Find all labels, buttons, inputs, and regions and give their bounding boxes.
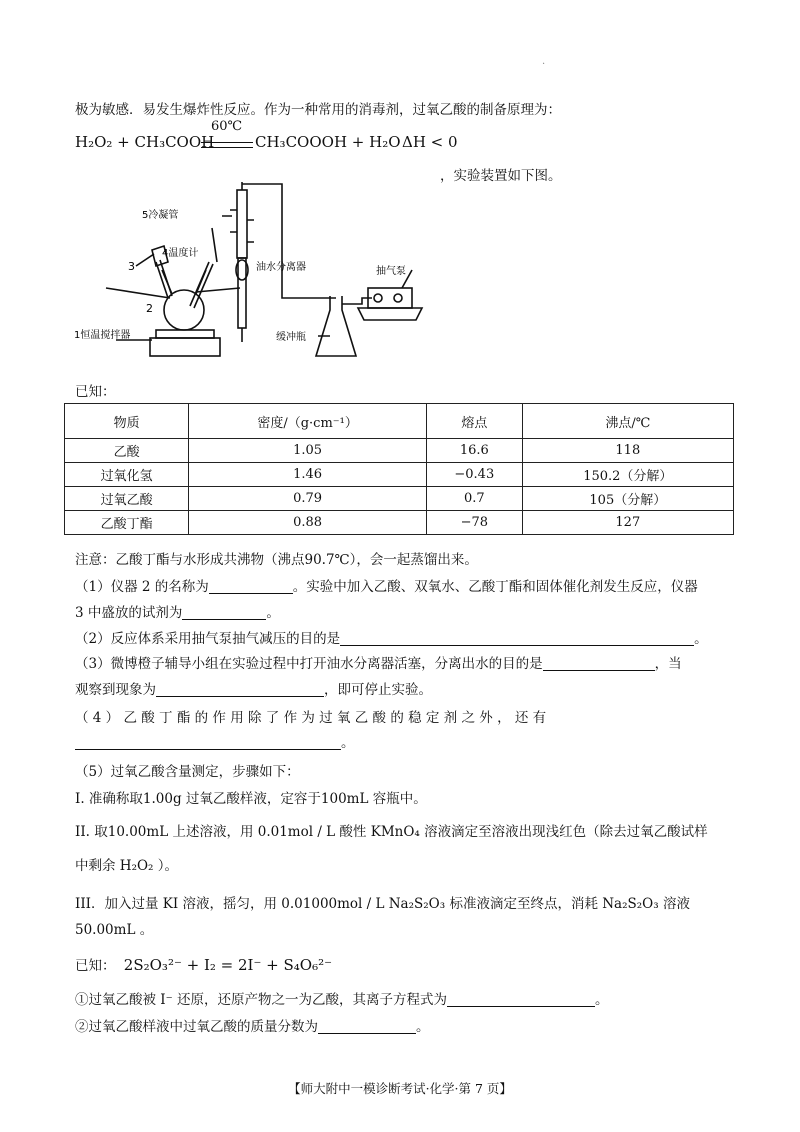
step-2-line-2: 中剩余 H₂O₂ ）。 — [75, 858, 178, 874]
table-cell: 1.46 — [189, 463, 427, 487]
reaction-rhs: CH₃COOOH + H₂O — [255, 133, 401, 151]
table-cell: 1.05 — [189, 439, 427, 463]
q1-text-b: 。实验中加入乙酸、双氧水、乙酸丁酯和固体催化剂发生反应，仪器 — [292, 579, 698, 595]
q1-text-c: 3 中盛放的试剂为 — [75, 605, 183, 621]
label-funnel: 3 — [128, 260, 135, 273]
sub2-answer-blank[interactable] — [318, 1019, 416, 1034]
q2-text-b: 。 — [694, 631, 708, 647]
step-2-line-1: II. 取10.00mL 上述溶液，用 0.01mol / L 酸性 KMnO₄ 溶液滴定至溶液出现浅红色（除去过氧乙酸试样 — [75, 824, 708, 840]
page-footer: 【师大附中一模诊断考试·化学·第 7 页】 — [288, 1081, 512, 1096]
table-cell: 过氧化氢 — [65, 463, 189, 487]
table-cell: 0.7 — [426, 487, 522, 511]
sub2-text: ②过氧乙酸样液中过氧乙酸的质量分数为 — [75, 1019, 318, 1035]
q3-text-c: 观察到现象为 — [75, 682, 156, 698]
q1-text-a: （1）仪器 2 的名称为 — [75, 579, 209, 595]
table-row — [65, 487, 734, 511]
page-dot: . — [542, 56, 546, 67]
table-cell: 16.6 — [426, 439, 522, 463]
table-cell: 过氧乙酸 — [65, 487, 189, 511]
table-cell: 0.88 — [189, 511, 427, 535]
question-4-line-2 — [75, 731, 355, 751]
sub1-text: ①过氧乙酸被 I⁻ 还原，还原产物之一为乙酸，其离子方程式为 — [75, 992, 448, 1008]
q3-answer-blank-2[interactable] — [156, 682, 324, 697]
sub2-end: 。 — [416, 1019, 430, 1035]
table-cell: −78 — [426, 511, 522, 535]
sub-question-2-line — [75, 1015, 430, 1035]
note-line: 注意：乙酸丁酯与水形成共沸物（沸点90.7℃），会一起蒸馏出来。 — [75, 552, 478, 568]
double-equals-sign — [201, 142, 253, 148]
label-stirrer: 1恒温搅拌器 — [74, 330, 131, 341]
question-5-title: （5）过氧乙酸含量测定，步骤如下： — [75, 764, 300, 780]
table-row — [65, 463, 734, 487]
q3-text-a: （3）微博橙子辅导小组在实验过程中打开油水分离器活塞，分离出水的目的是 — [75, 656, 543, 672]
table-cell: −0.43 — [426, 463, 522, 487]
known-label-2: 已知： — [75, 958, 116, 974]
reaction-enthalpy: ΔH < 0 — [402, 133, 458, 151]
q4-text-b: 。 — [341, 735, 355, 751]
table-header: 物质 — [65, 404, 189, 439]
question-4-line-1: （ 4 ） 乙 酸 丁 酯 的 作 用 除 了 作 为 过 氧 乙 酸 的 稳 定 剂 之 外 ， 还 有 — [75, 710, 547, 726]
q1-text-d: 。 — [266, 605, 280, 621]
question-1-line-1 — [75, 575, 698, 595]
apparatus-caption: ，实验装置如下图。 — [440, 168, 562, 184]
table-header: 沸点/℃ — [522, 404, 733, 439]
question-1-line-2 — [75, 601, 280, 621]
table-cell: 105（分解） — [522, 487, 733, 511]
thiosulfate-equation: 2S₂O₃²⁻ + I₂ = 2I⁻ + S₄O₆²⁻ — [123, 956, 333, 974]
table-cell: 118 — [522, 439, 733, 463]
apparatus-diagram — [72, 180, 432, 375]
table-cell: 150.2（分解） — [522, 463, 733, 487]
table-row — [65, 439, 734, 463]
label-buffer: 缓冲瓶 — [276, 332, 306, 343]
condenser-tube — [237, 190, 247, 258]
known-equation-line — [75, 954, 332, 974]
label-condenser: 5冷凝管 — [142, 210, 179, 221]
known-label: 已知： — [75, 384, 116, 400]
table-cell: 乙酸丁酯 — [65, 511, 189, 535]
properties-table — [64, 403, 734, 535]
separator-column — [238, 258, 246, 328]
table-cell: 0.79 — [189, 487, 427, 511]
stirrer-base — [150, 338, 220, 356]
q2-answer-blank[interactable] — [340, 631, 694, 646]
reaction-condition: 60℃ — [211, 119, 243, 134]
q2-text-a: （2）反应体系采用抽气泵抽气减压的目的是 — [75, 631, 341, 647]
table-header-row — [65, 404, 734, 439]
step-1-line: I. 准确称取1.00g 过氧乙酸样液，定容于100mL 容瓶中。 — [75, 791, 427, 807]
sub1-answer-blank[interactable] — [447, 992, 595, 1007]
question-3-line-2 — [75, 678, 432, 698]
q3-answer-blank-1[interactable] — [543, 656, 655, 671]
q4-answer-blank[interactable] — [75, 735, 341, 750]
question-3-line-1 — [75, 652, 682, 672]
q3-text-b: ，当 — [654, 656, 682, 672]
table-header: 熔点 — [426, 404, 522, 439]
label-flask: 2 — [146, 302, 153, 315]
sub1-end: 。 — [595, 992, 609, 1008]
flask-shape — [164, 290, 204, 330]
step-3-line-2: 50.00mL 。 — [75, 922, 154, 938]
table-cell: 乙酸 — [65, 439, 189, 463]
table-header: 密度/（g·cm⁻¹） — [189, 404, 427, 439]
question-2-line — [75, 627, 708, 647]
q1-answer-blank-1[interactable] — [209, 579, 293, 594]
step-3-line-1: III．加入过量 KI 溶液，摇匀，用 0.01000mol / L Na₂S₂O₃ 标准液滴定至终点，消耗 Na₂S₂O₃ 溶液 — [75, 896, 690, 912]
q1-answer-blank-2[interactable] — [182, 605, 266, 620]
table-row — [65, 511, 734, 535]
label-thermometer: 4温度计 — [162, 248, 199, 259]
reaction-lhs: H₂O₂ + CH₃COOH — [75, 133, 215, 151]
intro-line: 极为敏感．易发生爆炸性反应。作为一种常用的消毒剂，过氧乙酸的制备原理为： — [75, 102, 561, 118]
label-pump: 抽气泵 — [376, 266, 406, 277]
q3-text-d: ，即可停止实验。 — [324, 682, 432, 698]
sub-question-1-line — [75, 988, 609, 1008]
table-cell: 127 — [522, 511, 733, 535]
label-separator: 油水分离器 — [256, 262, 306, 273]
